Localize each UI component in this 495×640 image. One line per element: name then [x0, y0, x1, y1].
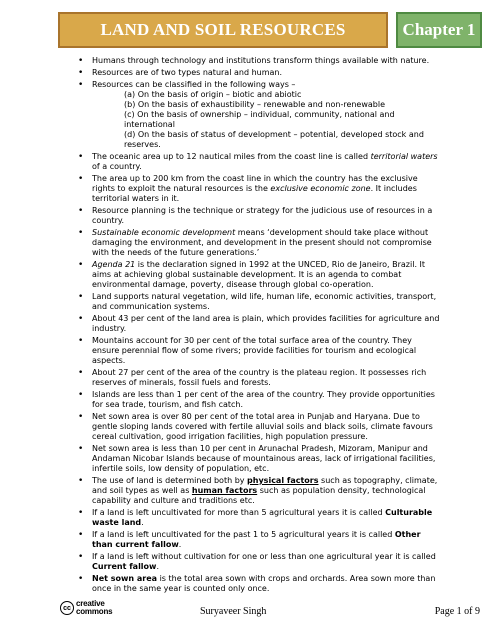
chapter-label: Chapter 1	[396, 12, 482, 48]
list-item: • The area up to 200 km from the coast line in which the country has the exclusive rights to exploit the natural resources is the exclusive economic zone. It includes territorial waters in it.	[78, 174, 440, 204]
term: Sustainable economic development	[92, 228, 236, 237]
list-item: • Mountains account for 30 per cent of the total surface area of the country. They ensure perennial flow of some rivers; provide facilities for tourism and ecological aspects.	[78, 336, 440, 366]
list-item: • About 43 per cent of the land area is plain, which provides facilities for agriculture and industry.	[78, 314, 440, 334]
list-item: • The oceanic area up to 12 nautical miles from the coast line is called territorial waters of a country.	[78, 152, 440, 172]
list-item: • The use of land is determined both by physical factors such as topography, climate, and soil types as well as human factors such as population density, technological capability and culture and traditions etc.	[78, 476, 440, 506]
key-term: human factors	[191, 486, 258, 495]
key-term: Culturable waste land	[92, 508, 433, 527]
cc-icon: cc	[60, 601, 74, 615]
list-item: • Land supports natural vegetation, wild life, human life, economic activities, transport, and communication systems.	[78, 292, 440, 312]
list-item: • If a land is left uncultivated for more than 5 agricultural years it is called Culturable waste land.	[78, 508, 440, 528]
author-name: Suryaveer Singh	[200, 606, 267, 617]
creative-commons-logo: cc creative commons	[60, 600, 112, 616]
page-title: LAND AND SOIL RESOURCES	[58, 12, 388, 48]
term: territorial waters	[370, 152, 438, 161]
sub-item: (b) On the basis of exhaustibility – renewable and non-renewable	[124, 100, 386, 109]
key-term: Current fallow	[92, 562, 157, 571]
list-item: • Resources are of two types natural and human.	[78, 68, 440, 78]
page-footer	[60, 600, 480, 624]
term: Agenda 21	[92, 260, 136, 269]
chapter-header	[58, 12, 482, 48]
sub-item: (d) On the basis of status of development – potential, developed stock and reserves.	[124, 130, 424, 149]
list-item: • Resources can be classified in the following ways – (a) On the basis of origin – biotic and abiotic (b) On the basis of exhaustibility – renewable and non-renewable (c) On the basis of ownership – individual, community, national and international (d) On the basis of status of development – potential, developed stock and reserves.	[78, 80, 440, 150]
list-item: • Agenda 21 is the declaration signed in 1992 at the UNCED, Rio de Janeiro, Brazil. It aims at achieving global sustainable development. It is an agenda to combat environmental damage, poverty, disease through global co-operation.	[78, 260, 440, 290]
notes-list	[78, 56, 440, 596]
list-item: • About 27 per cent of the area of the country is the plateau region. It possesses rich reserves of minerals, fossil fuels and forests.	[78, 368, 440, 388]
sub-item: (a) On the basis of origin – biotic and abiotic	[124, 90, 302, 99]
list-item: • Net sown area is over 80 per cent of the total area in Punjab and Haryana. Due to gentle sloping lands covered with fertile alluvial soils and black soils, climate favours cereal cultivation, good irrigation facilities, high population pressure.	[78, 412, 440, 442]
list-item: • Islands are less than 1 per cent of the area of the country. They provide opportunities for sea trade, tourism, and fish catch.	[78, 390, 440, 410]
list-item: • Net sown area is the total area sown with crops and orchards. Area sown more than once in the same year is counted only once.	[78, 574, 440, 594]
page-number: Page 1 of 9	[434, 606, 480, 617]
list-item: • Sustainable economic development means ‘development should take place without damaging the environment, and development in the present should not compromise with the needs of the future generations.’	[78, 228, 440, 258]
list-item: • Humans through technology and institutions transform things available with nature.	[78, 56, 440, 66]
sub-item: (c) On the basis of ownership – individual, community, national and international	[124, 110, 395, 129]
list-item: • If a land is left without cultivation for one or less than one agricultural year it is called Current fallow.	[78, 552, 440, 572]
term: exclusive economic zone	[270, 184, 371, 193]
list-item: • If a land is left uncultivated for the past 1 to 5 agricultural years it is called Other than current fallow.	[78, 530, 440, 550]
key-term: Net sown area	[92, 574, 158, 583]
key-term: physical factors	[247, 476, 319, 485]
list-item: • Resource planning is the technique or strategy for the judicious use of resources in a country.	[78, 206, 440, 226]
key-term: Other than current fallow	[92, 530, 421, 549]
list-item: • Net sown area is less than 10 per cent in Arunachal Pradesh, Mizoram, Manipur and Andaman Nicobar Islands because of mountainous areas, lack of irrigational facilities, infertile soils, low density of population, etc.	[78, 444, 440, 474]
